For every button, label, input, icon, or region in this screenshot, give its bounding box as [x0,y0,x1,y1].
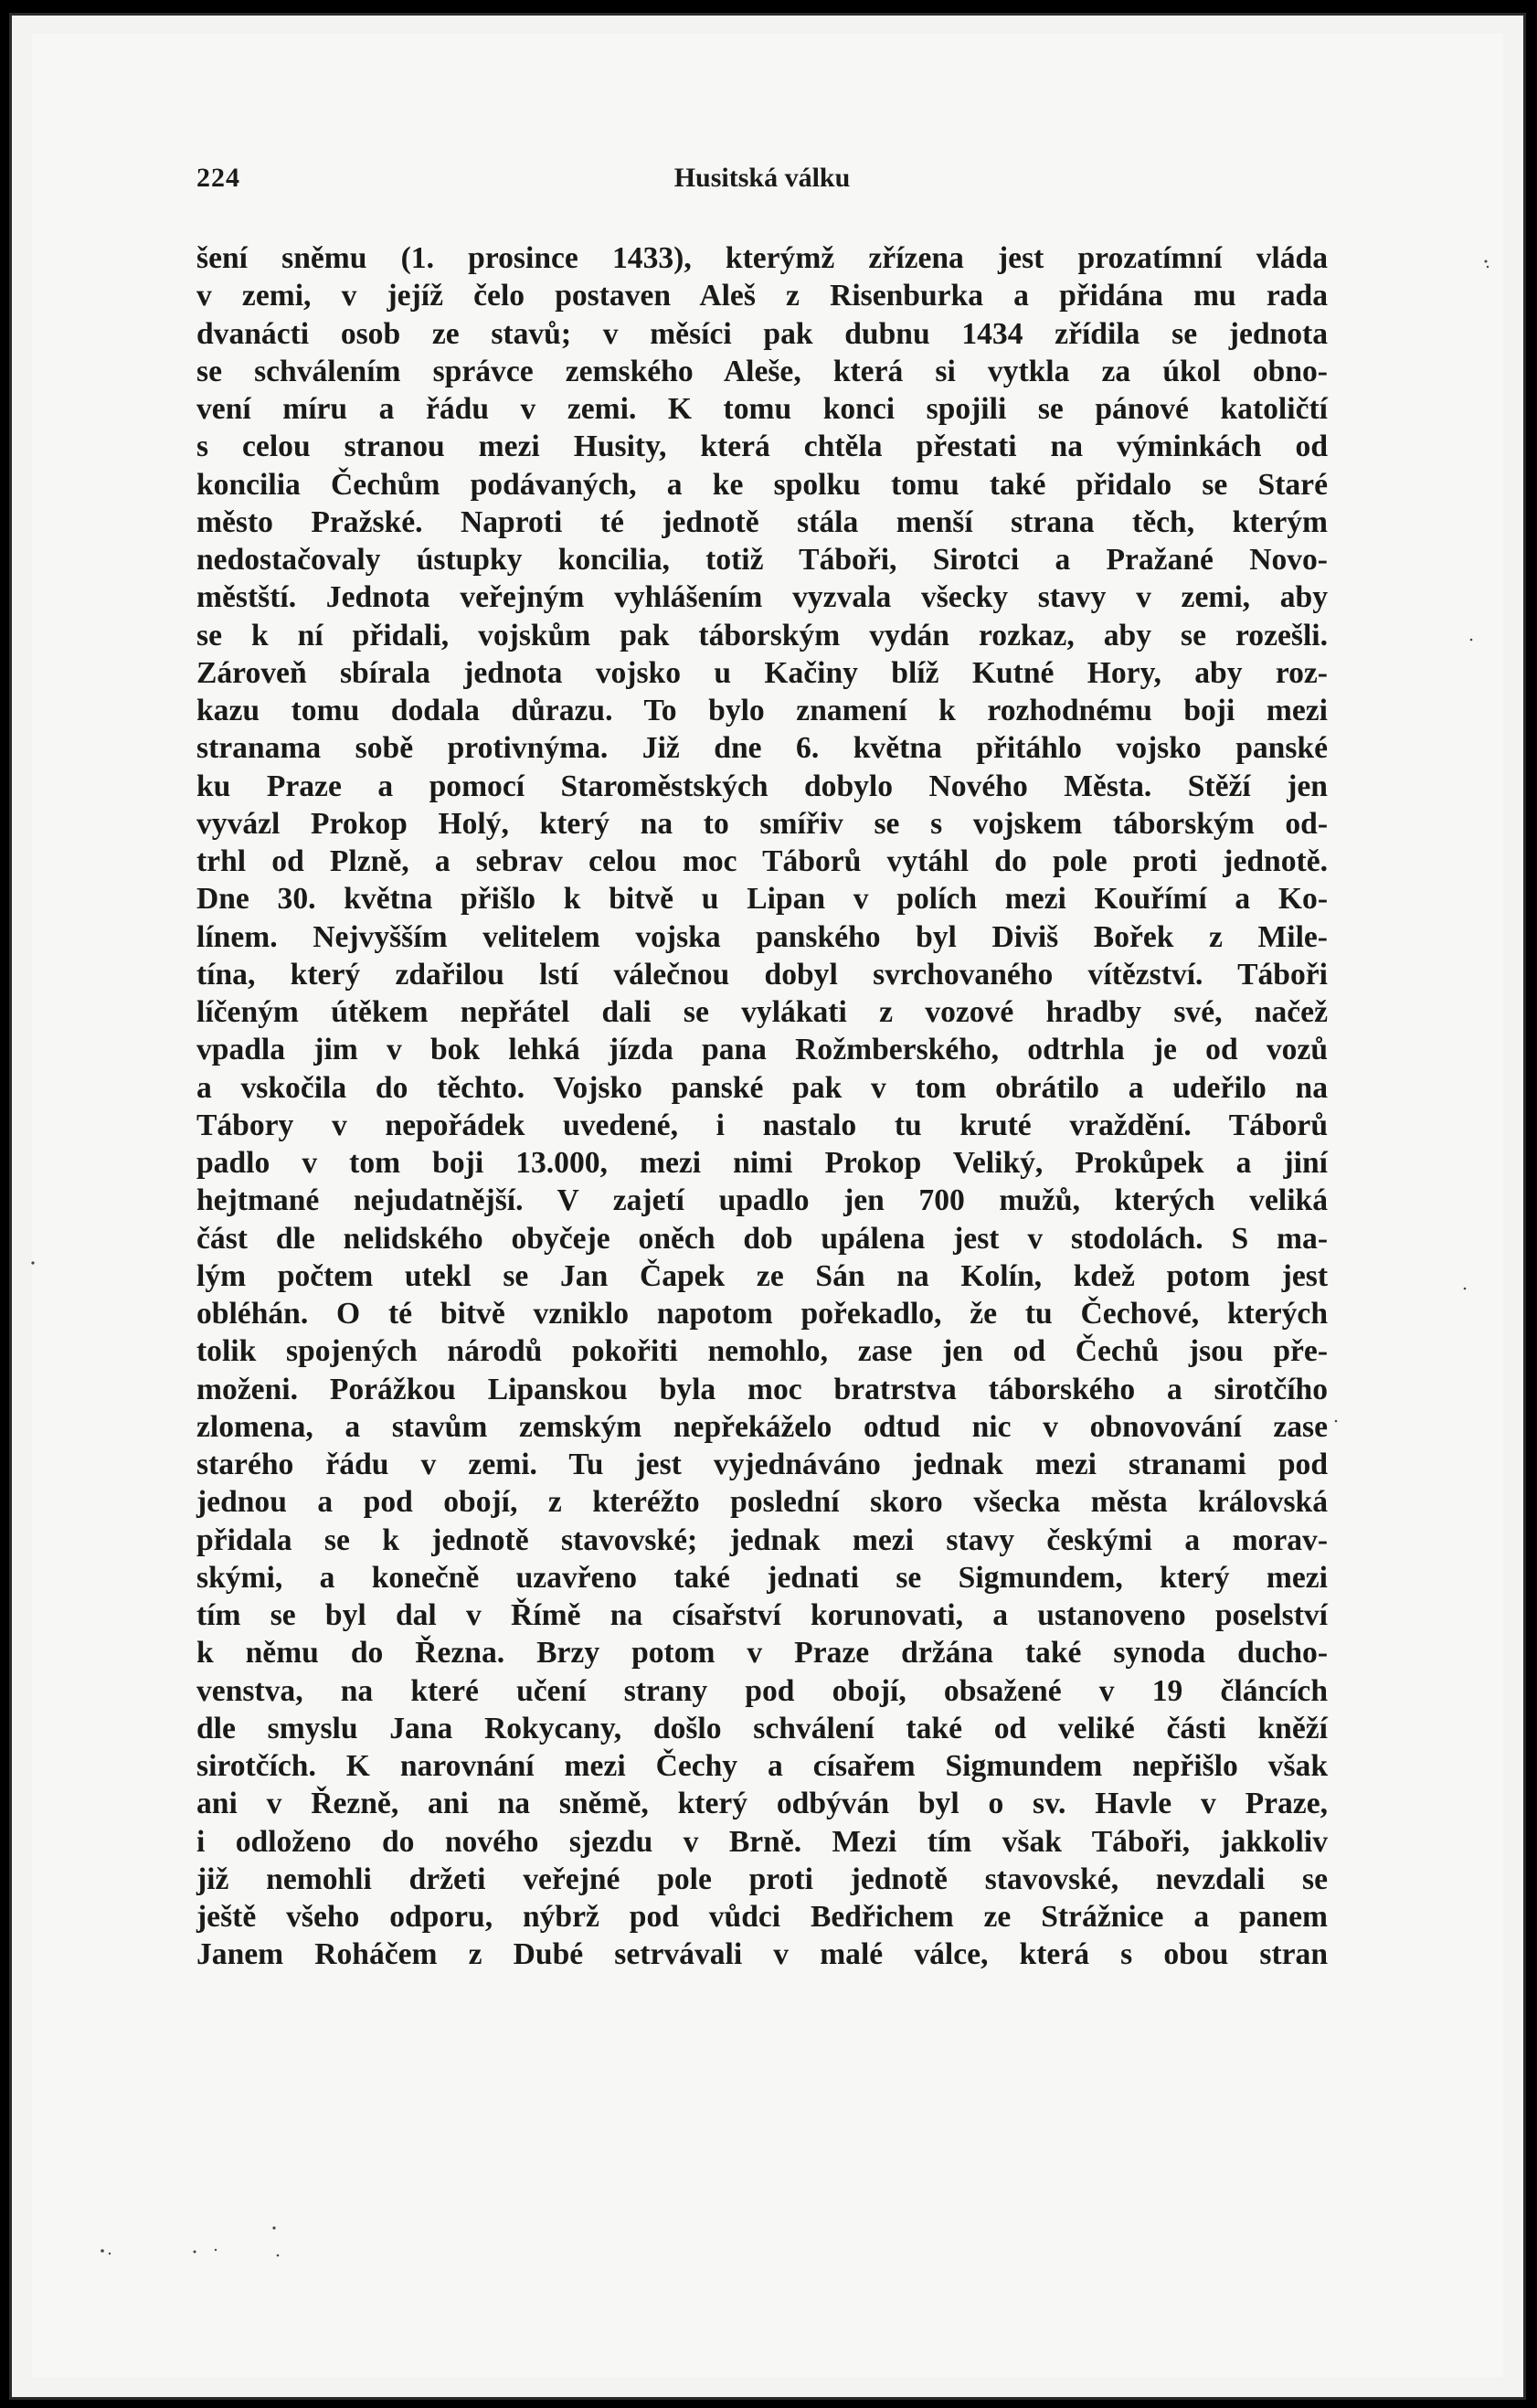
text-line: skými, a konečně uzavřeno také jednati se Sigmundem, který mezi [196,1560,1328,1595]
text-line: líčeným útěkem nepřátel dali se vylákati z vozové hradby své, načež [196,995,1328,1029]
text-line: se k ní přidali, vojskům pak táborským vydán rozkaz, aby se rozešli. [196,618,1328,652]
text-line: k němu do Řezna. Brzy potom v Praze držána také synoda ducho- [196,1636,1328,1671]
text-line: Dne 30. května přišlo k bitvě u Lipan v polích mezi Kouřímí a Ko- [196,882,1328,917]
text-line: přidala se k jednotě stavovské; jednak mezi stavy českými a morav- [196,1522,1328,1557]
text-line: tína, který zdařilou lstí válečnou dobyl svrchovaného vítězství. Táboři [196,957,1328,992]
text-line: městští. Jednota veřejným vyhlášením vyzvala všecky stavy v zemi, aby [196,580,1328,615]
page-header [196,163,1328,217]
text-line: Tábory v nepořádek uvedené, i nastalo tu kruté vraždění. Táborů [196,1108,1328,1142]
text-line: padlo v tom boji 13.000, mezi nimi Prokop Veliký, Prokůpek a jiní [196,1146,1328,1180]
text-line: venstva, na které učení strany pod obojí, obsažené v 19 článcích [196,1673,1328,1708]
text-line: dle smyslu Jana Rokycany, došlo schválení také od veliké části kněží [196,1711,1328,1745]
text-line: vení míru a řádu v zemi. K tomu konci spojili se pánové katoličtí [196,392,1328,426]
text-line: s celou stranou mezi Husity, která chtěla přestati na výminkách od [196,430,1328,464]
text-line: ani v Řezně, ani na sněmě, který odbýván byl o sv. Havle v Praze, [196,1787,1328,1821]
text-line: se schválením správce zemského Aleše, která si vytkla za úkol obno- [196,354,1328,388]
text-line: starého řádu v zemi. Tu jest vyjednáváno jednak mezi stranami pod [196,1448,1328,1481]
text-line: kazu tomu dodala důrazu. To bylo znamení k rozhodnému boji mezi [196,694,1328,727]
text-line: hejtmané nejudatnější. V zajetí upadlo jen 700 mužů, kterých veliká [196,1183,1328,1218]
text-line: línem. Nejvyšším velitelem vojska panského byl Diviš Bořek z Mile- [196,919,1328,954]
text-line: lým počtem utekl se Jan Čapek ze Sán na Kolín, kdež potom jest [196,1258,1328,1293]
text-line: již nemohli držeti veřejné pole proti jednotě stavovské, nevzdali se [196,1862,1328,1896]
text-line: vyvázl Prokop Holý, který na to smířiv se s vojskem táborským od- [196,806,1328,841]
text-line: tolik spojených národů pokořiti nemohlo, zase jen od Čechů jsou pře- [196,1334,1328,1369]
text-line: šení sněmu (1. prosince 1433), kterýmž zřízena jest prozatímní vláda [196,241,1328,275]
text-line: jednou a pod obojí, z kteréžto poslední skoro všecka města královská [196,1485,1328,1520]
running-title: Husitská válku [673,163,851,193]
text-line: ještě všeho odporu, nýbrž pod vůdci Bedřichem ze Strážnice a panem [196,1900,1328,1934]
text-line: část dle nelidského obyčeje oněch dob upálena jest v stodolách. S ma- [196,1221,1328,1256]
text-line: koncilia Čechům podávaných, a ke spolku tomu také přidalo se Staré [196,467,1328,502]
text-line: dvanácti osob ze stavů; v měsíci pak dubnu 1434 zřídila se jednota [196,316,1328,351]
text-line: nedostačovaly ústupky koncilia, totiž Táboři, Sirotci a Pražané Novo- [196,543,1328,577]
body-text [196,239,1328,1974]
text-line: zlomena, a stavům zemským nepřekáželo odtud nic v obnovování zase [196,1409,1328,1444]
text-line: Janem Roháčem z Dubé setrvávali v malé válce, která s obou stran [196,1937,1328,1972]
text-line: a vskočila do těchto. Vojsko panské pak v tom obrátilo a udeřilo na [196,1070,1328,1105]
text-line: Zároveň sbírala jednota vojsko u Kačiny blíž Kutné Hory, aby roz- [196,655,1328,690]
text-line: město Pražské. Naproti té jednotě stála menší strana těch, kterým [196,504,1328,539]
text-line: stranama sobě protivnýma. Již dne 6. května přitáhlo vojsko panské [196,731,1328,766]
text-line: ku Praze a pomocí Staroměstských dobylo Nového Města. Stěží jen [196,769,1328,803]
text-line: sirotčích. K narovnání mezi Čechy a císařem Sigmundem nepřišlo však [196,1749,1328,1783]
text-line: trhl od Plzně, a sebrav celou moc Táborů vytáhl do pole proti jednotě. [196,844,1328,878]
text-line: v zemi, v jejíž čelo postaven Aleš z Risenburka a přidána mu rada [196,279,1328,313]
text-line: vpadla jim v bok lehká jízda pana Rožmberského, odtrhla je od vozů [196,1033,1328,1067]
text-line: moženi. Porážkou Lipanskou byla moc bratrstva táborského a sirotčího [196,1372,1328,1406]
text-line: obléhán. O té bitvě vzniklo napotom pořekadlo, že tu Čechové, kterých [196,1297,1328,1331]
page-number: 224 [196,163,240,193]
text-line: tím se byl dal v Římě na císařství korunovati, a ustanoveno poselství [196,1598,1328,1632]
text-line: i odloženo do nového sjezdu v Brně. Mezi tím však Táboři, jakkoliv [196,1824,1328,1859]
